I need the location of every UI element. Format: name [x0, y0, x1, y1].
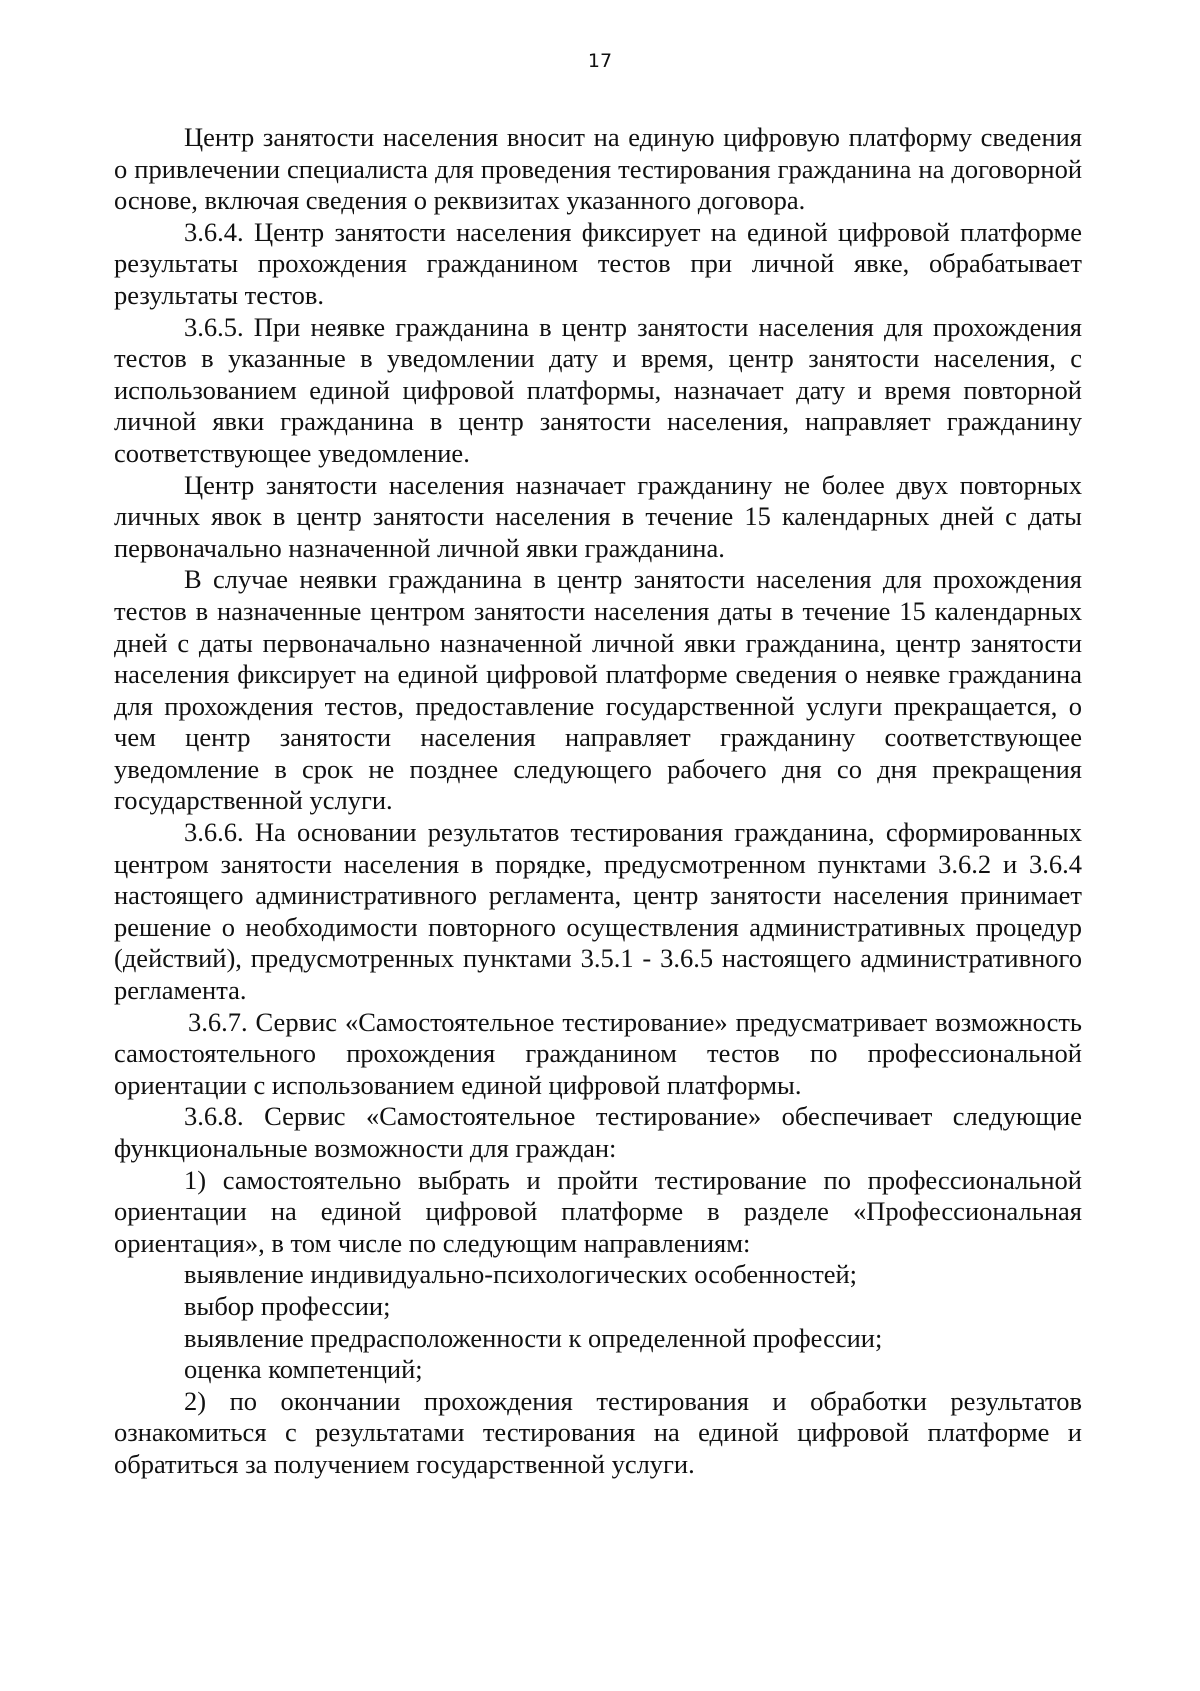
paragraph: В случае неявки гражданина в центр занятости населения для прохождения тестов в назначенные центром занятости населения даты в течение 15 календарных дней с даты первоначально назначенной личной явки гражданина, центр занятости населения фиксирует на единой цифровой платформе сведения о неявке гражданина для прохождения тестов, предоставление государственной услуги прекращается, о чем центр занятости населения направляет гражданину соответствующее уведомление в срок не позднее следующего рабочего дня со дня прекращения государственной услуги. — [114, 564, 1082, 816]
sub-list-item: выбор профессии; — [184, 1290, 391, 1321]
paragraph-3-6-8: 3.6.8. Сервис «Самостоятельное тестирование» обеспечивает следующие функциональные возможности для граждан: — [114, 1101, 1082, 1163]
paragraph: Центр занятости населения назначает гражданину не более двух повторных личных явок в центр занятости населения в течение 15 календарных дней с даты первоначально назначенной личной явки гражданина. — [114, 469, 1082, 563]
page-number: 17 — [587, 50, 613, 72]
sub-list-item: выявление предрасположенности к определенной профессии; — [184, 1322, 883, 1353]
paragraph-3-6-5: 3.6.5. При неявке гражданина в центр занятости населения для прохождения тестов в указанные в уведомлении дату и время, центр занятости населения, с использованием единой цифровой платформы, назначает дату и время повторной личной явки гражданина в центр занятости населения, направляет гражданину соответствующее уведомление. — [114, 311, 1082, 468]
paragraph-3-6-7: 3.6.7. Сервис «Самостоятельное тестирование» предусматривает возможность самостоятельного прохождения гражданином тестов по профессиональной ориентации с использованием единой цифровой платформы. — [114, 1006, 1082, 1100]
sub-list-item: выявление индивидуально-психологических особенностей; — [184, 1259, 858, 1290]
paragraph: Центр занятости населения вносит на единую цифровую платформу сведения о привлечении специалиста для проведения тестирования гражданина на договорной основе, включая сведения о реквизитах указанного договора. — [114, 122, 1082, 216]
sub-list-item: оценка компетенций; — [184, 1354, 423, 1385]
list-item-2: 2) по окончании прохождения тестирования и обработки результатов ознакомиться с результатами тестирования на единой цифровой платформе и обратиться за получением государственной услуги. — [114, 1385, 1082, 1479]
paragraph-3-6-6: 3.6.6. На основании результатов тестирования гражданина, сформированных центром занятости населения в порядке, предусмотренном пунктами 3.6.2 и 3.6.4 настоящего административного регламента, центр занятости населения принимает решение о необходимости повторного осуществления административных процедур (действий), предусмотренных пунктами 3.5.1 - 3.6.5 настоящего административного регламента. — [114, 817, 1082, 1006]
document-body — [114, 122, 1082, 1481]
list-item-1: 1) самостоятельно выбрать и пройти тестирование по профессиональной ориентации на единой цифровой платформе в разделе «Профессиональная ориентация», в том числе по следующим направлениям: — [114, 1164, 1082, 1258]
paragraph-3-6-4: 3.6.4. Центр занятости населения фиксирует на единой цифровой платформе результаты прохождения гражданином тестов при личной явке, обрабатывает результаты тестов. — [114, 216, 1082, 310]
